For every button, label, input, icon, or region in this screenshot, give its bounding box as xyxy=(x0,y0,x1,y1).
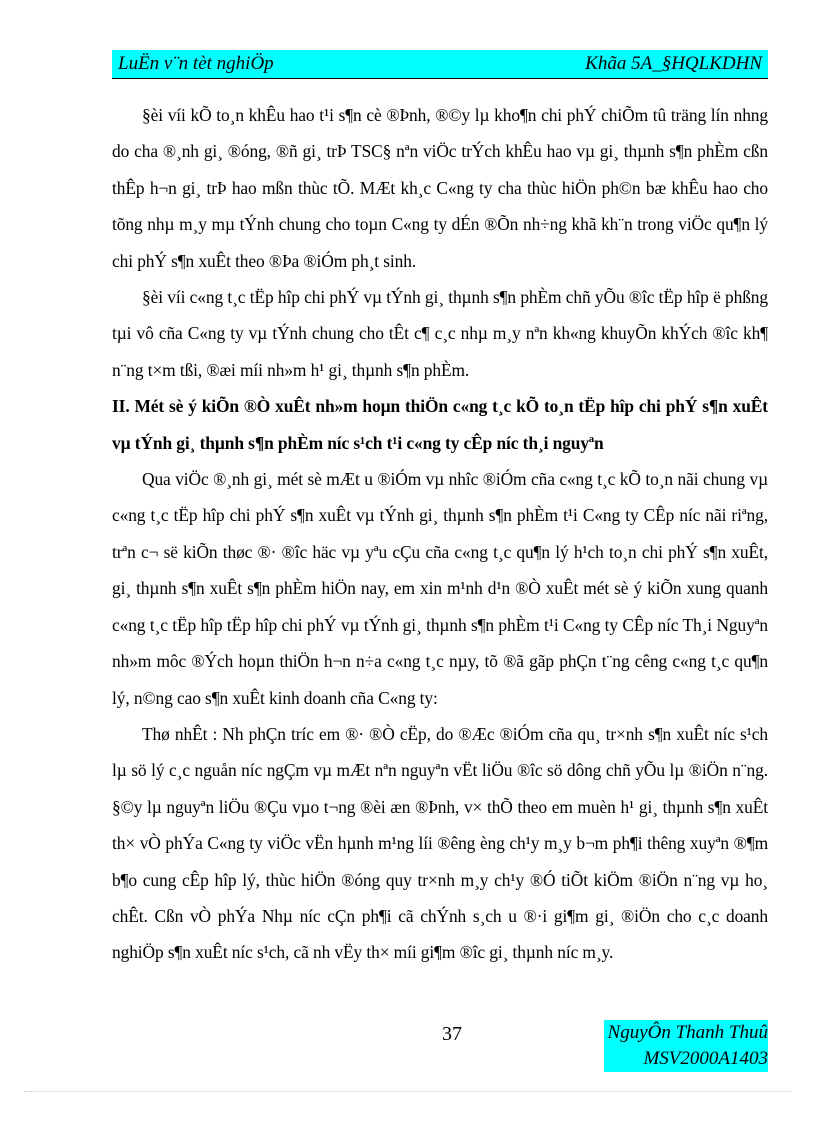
course-label: Khãa 5A_§HQLKDHN xyxy=(585,53,762,74)
paragraph-first-proposal: Thø nhÊt : Nh phÇn tríc em ®· ®Ò cËp, do ®Æc ®iÓm cña qu¸ tr×nh s¶n xuÊt níc s¹ch lµ sö lý c¸c nguån níc ngÇm vµ mÆt nªn nguyªn vËt liÖu ®îc sö dông chñ yÕu lµ ®iÖn n¨ng. §©y lµ nguyªn liÖu ®Çu vµo t¬ng ®èi æn ®Þnh, v× thÕ theo em muèn h¹ gi¸ thµnh s¶n xuÊt th× vÒ phÝa C«ng ty viÖc vËn hµnh m¹ng líi ®êng èng ch¹y m¸y b¬m ph¶i thêng xuyªn ®¶m b¶o cung cÊp hîp lý, thùc hiÖn ®óng quy tr×nh m¸y ch¹y ®Ó tiÕt kiÖm ®iÖn n¨ng vµ ho¸ chÊt. Cßn vÒ phÝa Nhµ níc cÇn ph¶i cã chÝnh s¸ch u ®·i gi¶m gi¸ ®iÖn cho c¸c doanh nghiÖp s¶n xuÊt níc s¹ch, cã nh vËy th× míi gi¶m ®îc gi¸ thµnh níc m¸y. xyxy=(112,723,768,963)
paragraph-proposal-intro: Qua viÖc ®¸nh gi¸ mét sè mÆt u ®iÓm vµ nhîc ®iÓm cña c«ng t¸c kÕ to¸n nãi chung vµ c«ng t¸c tËp hîp chi phÝ s¶n xuÊt vµ tÝnh gi¸ thµnh s¶n phÈm t¹i C«ng ty CÊp níc nãi riªng, trªn c¬ së kiÕn thøc ®· ®îc häc vµ yªu cÇu cña c«ng t¸c qu¶n lý h¹ch to¸n chi phÝ s¶n xuÊt, gi¸ thµnh s¶n xuÊt s¶n phÈm hiÖn nay, em xin m¹nh d¹n ®Ò xuÊt mét sè ý kiÕn xung quanh c«ng t¸c tËp hîp tËp hîp chi phÝ vµ tÝnh gi¸ thµnh s¶n phÈm t¹i C«ng ty CÊp níc Th¸i Nguyªn nh»m môc ®Ých hoµn thiÖn h¬n n÷a c«ng t¸c nµy, tõ ®ã gãp phÇn t¨ng cêng c«ng t¸c qu¶n lý, n©ng cao s¶n xuÊt kinh doanh cña C«ng ty: xyxy=(112,469,768,708)
page-number: 37 xyxy=(442,1023,462,1045)
page-bottom-divider xyxy=(24,1091,792,1092)
document-body xyxy=(112,97,768,971)
section-heading: II. Mét sè ý kiÕn ®Ò xuÊt nh»m hoµn thiÖn c«ng t¸c kÕ to¸n tËp hîp chi phÝ s¶n xuÊt vµ tÝnh gi¸ thµnh s¶n phÈm níc s¹ch t¹i c«ng ty cÊp níc th¸i nguyªn xyxy=(112,396,768,453)
author-block xyxy=(604,1020,768,1072)
paragraph-cost-aggregation: §èi víi c«ng t¸c tËp hîp chi phÝ vµ tÝnh gi¸ thµnh s¶n phÈm chñ yÕu ®îc tËp hîp ë phßng tµi vô cña C«ng ty vµ tÝnh chung cho tÊt c¶ c¸c nhµ m¸y nªn kh«ng khuyÕn khÝch ®îc kh¶ n¨ng t×m tßi, ®æi míi nh»m h¹ gi¸ thµnh s¶n phÈm. xyxy=(112,287,768,380)
paragraph-depreciation: §èi víi kÕ to¸n khÊu hao t¹i s¶n cè ®Þnh, ®©y lµ kho¶n chi phÝ chiÕm tû träng lín nhng do cha ®¸nh gi¸ ®óng, ®ñ gi¸ trÞ TSC§ nªn viÖc trÝch khÊu hao vµ gi¸ thµnh s¶n phÈm cßn thÊp h¬n gi¸ trÞ hao mßn thùc tÕ. MÆt kh¸c C«ng ty cha thùc hiÖn ph©n bæ khÊu hao cho tõng nhµ m¸y mµ tÝnh chung cho toµn C«ng ty dÉn ®Õn nh÷ng khã kh¨n trong viÖc qu¶n lý chi phÝ s¶n xuÊt theo ®Þa ®iÓm ph¸t sinh. xyxy=(112,105,768,271)
author-name: NguyÔn Thanh Thuû xyxy=(604,1020,768,1046)
student-id: MSV2000A1403 xyxy=(604,1046,768,1072)
page-header xyxy=(112,50,768,79)
thesis-title: LuËn v¨n tèt nghiÖp xyxy=(118,53,274,74)
